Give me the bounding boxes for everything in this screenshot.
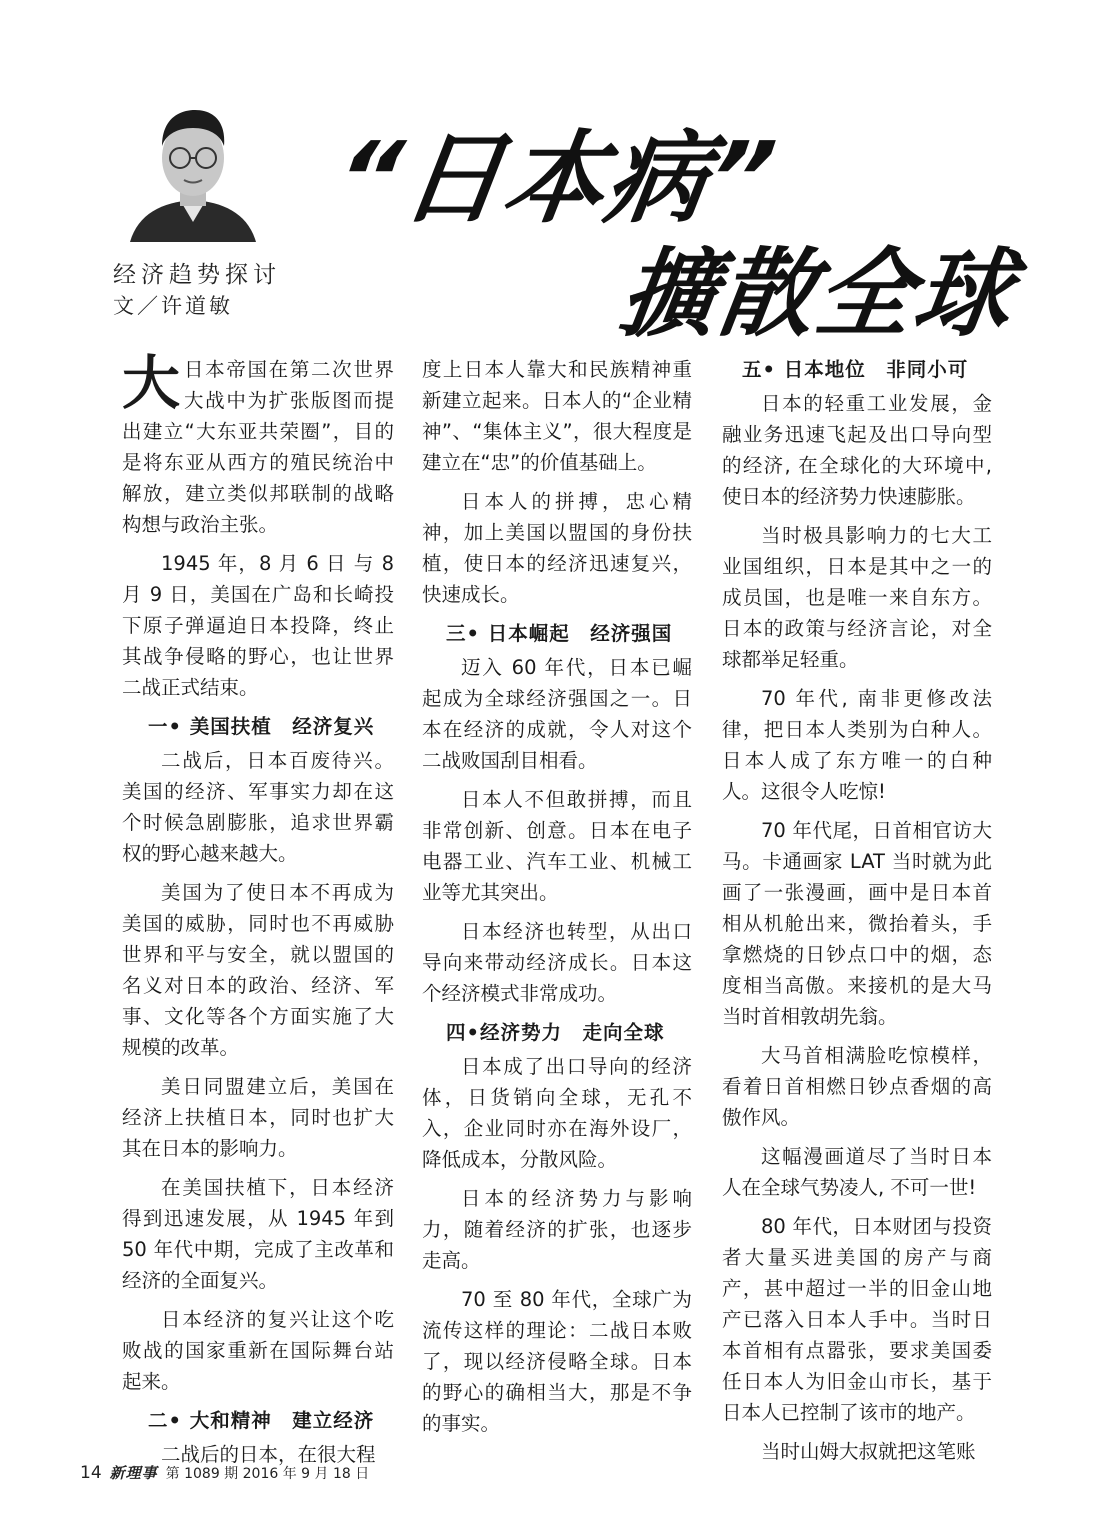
article-paragraph: 这幅漫画道尽了当时日本人在全球气势凌人, 不可一世! <box>722 1145 992 1199</box>
section-heading: 一• 美国扶植 经济复兴 <box>148 715 375 738</box>
section-heading: 四•经济势力 走向全球 <box>446 1021 665 1044</box>
article-paragraph: 日本的轻重工业发展，金融业务迅速飞起及出口导向型的经济, 在全球化的大环境中, 使日本的经济势力快速膨胀。 <box>722 392 992 508</box>
article-paragraph: 日本的经济势力与影响力，随着经济的扩张，也逐步走高。 <box>422 1187 692 1272</box>
author-byline: 文／许道敏 <box>113 294 233 318</box>
article-paragraph: 70 年代, 南非更修改法律，把日本人类别为白种人。日本人成了东方唯一的白种人。这很令人吃惊! <box>722 687 992 803</box>
magazine-masthead: 新理事 <box>109 1464 158 1482</box>
article-paragraph: 美日同盟建立后，美国在经济上扶植日本，同时也扩大其在日本的影响力。 <box>122 1075 394 1160</box>
article-paragraph: 70 至 80 年代，全球广为流传这样的理论：二战日本败了，现以经济侵略全球。日本的野心的确相当大，那是不争的事实。 <box>422 1288 692 1435</box>
author-portrait <box>120 96 266 242</box>
article-paragraph: 在美国扶植下，日本经济得到迅速发展，从 1945 年到 50 年代中期，完成了主改革和经济的全面复兴。 <box>122 1176 394 1292</box>
article-paragraph: 二战后的日本，在很大程 <box>161 1443 376 1466</box>
article-paragraph: 1945 年，8 月 6 日 与 8 月 9 日，美国在广岛和长崎投下原子弹逼迫日本投降，终止其战争侵略的野心，也让世界二战正式结束。 <box>122 552 394 699</box>
article-paragraph: 迈入 60 年代，日本已崛起成为全球经济强国之一。日本在经济的成就，令人对这个二战败国刮目相看。 <box>422 656 692 772</box>
article-paragraph: 二战后，日本百废待兴。美国的经济、军事实力却在这个时候急剧膨胀，追求世界霸权的野心越来越大。 <box>122 749 394 865</box>
drop-cap: 大 <box>122 349 181 417</box>
article-column-2 <box>422 354 692 1447</box>
section-heading: 二• 大和精神 建立经济 <box>148 1409 375 1432</box>
article-paragraph <box>122 349 394 540</box>
article-paragraph: 日本经济也转型，从出口导向来带动经济成长。日本这个经济模式非常成功。 <box>422 920 692 1005</box>
headline-line-2: 擴散全球 <box>613 238 1021 350</box>
article-column-3 <box>722 354 992 1475</box>
article-paragraph: 日本成了出口导向的经济体，日货销向全球，无孔不入，企业同时亦在海外设厂，降低成本，分散风险。 <box>422 1055 692 1171</box>
article-column-1 <box>122 349 394 1478</box>
section-heading: 五• 日本地位 非同小可 <box>742 358 969 381</box>
column-name: 经济趋势探讨 <box>113 262 281 288</box>
article-paragraph: 当时极具影响力的七大工业国组织，日本是其中之一的成员国，也是唯一来自东方。日本的政策与经济言论，对全球都举足轻重。 <box>722 524 992 671</box>
article-paragraph: 度上日本人靠大和民族精神重新建立起来。日本人的“企业精神”、“集体主义”，很大程度是建立在“忠”的价值基础上。 <box>422 358 692 474</box>
article-paragraph: 大马首相满脸吃惊模样，看着日首相燃日钞点香烟的高傲作风。 <box>722 1044 992 1129</box>
article-paragraph: 日本人不但敢拼搏，而且非常创新、创意。日本在电子电器工业、汽车工业、机械工业等尤其突出。 <box>422 788 692 904</box>
issue-info: 第 1089 期 2016 年 9 月 18 日 <box>165 1466 370 1482</box>
headline-line-1: “日本病” <box>328 120 784 237</box>
page-footer <box>80 1462 369 1483</box>
paragraph-text: 日本帝国在第二次世界大战中为扩张版图而提出建立“大东亚共荣圈”，目的是将东亚从西方的殖民统治中解放，建立类似邦联制的战略构想与政治主张。 <box>122 358 394 536</box>
page-number: 14 <box>80 1463 102 1483</box>
article-paragraph: 美国为了使日本不再成为美国的威胁，同时也不再威胁世界和平与安全，就以盟国的名义对日本的政治、经济、军事、文化等各个方面实施了大规模的改革。 <box>122 881 394 1059</box>
section-heading: 三• 日本崛起 经济强国 <box>446 622 673 645</box>
article-paragraph: 日本经济的复兴让这个吃败战的国家重新在国际舞台站起来。 <box>122 1308 394 1393</box>
article-paragraph: 日本人的拼搏，忠心精神，加上美国以盟国的身份扶植，使日本的经济迅速复兴，快速成长。 <box>422 490 692 606</box>
article-paragraph: 当时山姆大叔就把这笔账 <box>761 1440 976 1463</box>
article-paragraph: 70 年代尾，日首相官访大马。卡通画家 LAT 当时就为此画了一张漫画，画中是日本首相从机舱出来，微抬着头，手拿燃烧的日钞点口中的烟，态度相当高傲。来接机的是大马当时首相敦胡先翁。 <box>722 819 992 1028</box>
article-paragraph: 80 年代，日本财团与投资者大量买进美国的房产与商产，甚中超过一半的旧金山地产已落入日本人手中。当时日本首相有点嚣张，要求美国委任日本人为旧金山市长，基于日本人已控制了该市的地产。 <box>722 1215 992 1424</box>
